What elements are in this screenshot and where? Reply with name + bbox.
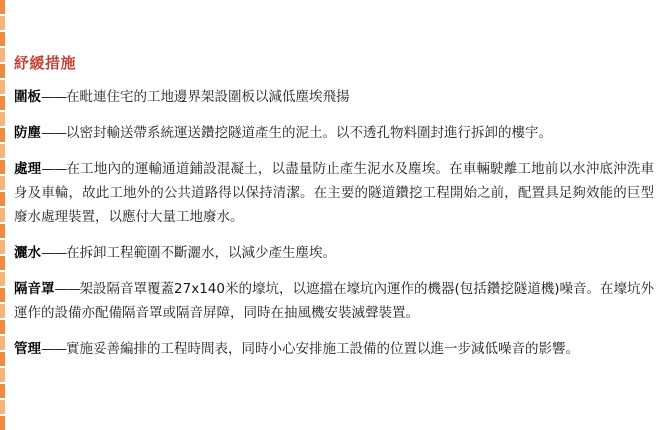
rail-segment <box>0 368 5 382</box>
rail-segment <box>0 80 5 94</box>
measure-item <box>14 241 654 265</box>
measure-item <box>14 85 654 109</box>
measure-text: 實施妥善編排的工程時間表，同時小心安排施工設備的位置以進一步減低噪音的影響。 <box>66 341 579 357</box>
rail-segment <box>0 64 5 78</box>
rail-segment <box>0 144 5 158</box>
rail-segment <box>0 336 5 350</box>
rail-segment <box>0 128 5 142</box>
measure-term: 管理 <box>14 341 41 357</box>
measure-dash: —— <box>41 245 66 261</box>
measure-term: 灑水 <box>14 245 41 261</box>
measure-text: 在拆卸工程範圍不斷灑水，以減少產生塵埃。 <box>66 245 336 261</box>
measure-item <box>14 337 654 361</box>
measure-text: 在毗連住宅的工地邊界架設圍板以減低塵埃飛揚 <box>66 89 350 105</box>
measure-term: 防塵 <box>14 125 41 141</box>
rail-segment <box>0 416 5 430</box>
measure-text: 以密封輸送帶系統運送鑽挖隧道產生的泥土。以不透孔物料圍封進行拆卸的樓宇。 <box>66 125 552 141</box>
rail-segment <box>0 96 5 110</box>
measure-dash: —— <box>54 281 80 297</box>
rail-segment <box>0 160 5 174</box>
rail-segment <box>0 224 5 238</box>
page-title: 紓緩措施 <box>14 54 77 72</box>
measure-text: 在工地內的運輸通道鋪設混凝土，以盡量防止產生泥水及塵埃。在車輛駛離工地前以水沖底沖洗車身及車輪，故此工地外的公共道路得以保持清潔。在主要的隧道鑽挖工程開始之前，配置具足夠效能的巨型廢水處理裝置，以應付大量工地廢水。 <box>14 161 655 225</box>
rail-segment <box>0 16 5 30</box>
measure-term: 處理 <box>14 161 42 177</box>
rail-segment <box>0 320 5 334</box>
rail-segment <box>0 384 5 398</box>
measure-item <box>14 121 654 145</box>
measure-item <box>14 157 654 229</box>
measure-dash: —— <box>41 89 66 105</box>
rail-segment <box>0 352 5 366</box>
measure-dash: —— <box>41 341 66 357</box>
rail-segment <box>0 256 5 270</box>
rail-segment <box>0 48 5 62</box>
rail-segment <box>0 208 5 222</box>
measure-term: 圍板 <box>14 89 41 105</box>
measure-item <box>14 277 654 325</box>
rail-segment <box>0 192 5 206</box>
rail-segment <box>0 400 5 414</box>
rail-segment <box>0 0 5 14</box>
rail-segment <box>0 112 5 126</box>
measure-text: 架設隔音罩覆蓋27x140米的壕坑，以遮擋在壕坑內運作的機器(包括鑽挖隧道機)噪音。在壕坑外運作的設備亦配備隔音罩或隔音屏障，同時在抽風機安裝滅聲裝置。 <box>14 281 655 321</box>
measure-dash: —— <box>41 161 67 177</box>
decorative-left-rail <box>0 0 6 414</box>
measure-dash: —— <box>41 125 66 141</box>
rail-segment <box>0 240 5 254</box>
rail-segment <box>0 288 5 302</box>
rail-segment <box>0 272 5 286</box>
document-content <box>14 0 654 361</box>
measure-term: 隔音罩 <box>14 281 55 297</box>
rail-segment <box>0 32 5 46</box>
rail-segment <box>0 176 5 190</box>
rail-segment <box>0 304 5 318</box>
